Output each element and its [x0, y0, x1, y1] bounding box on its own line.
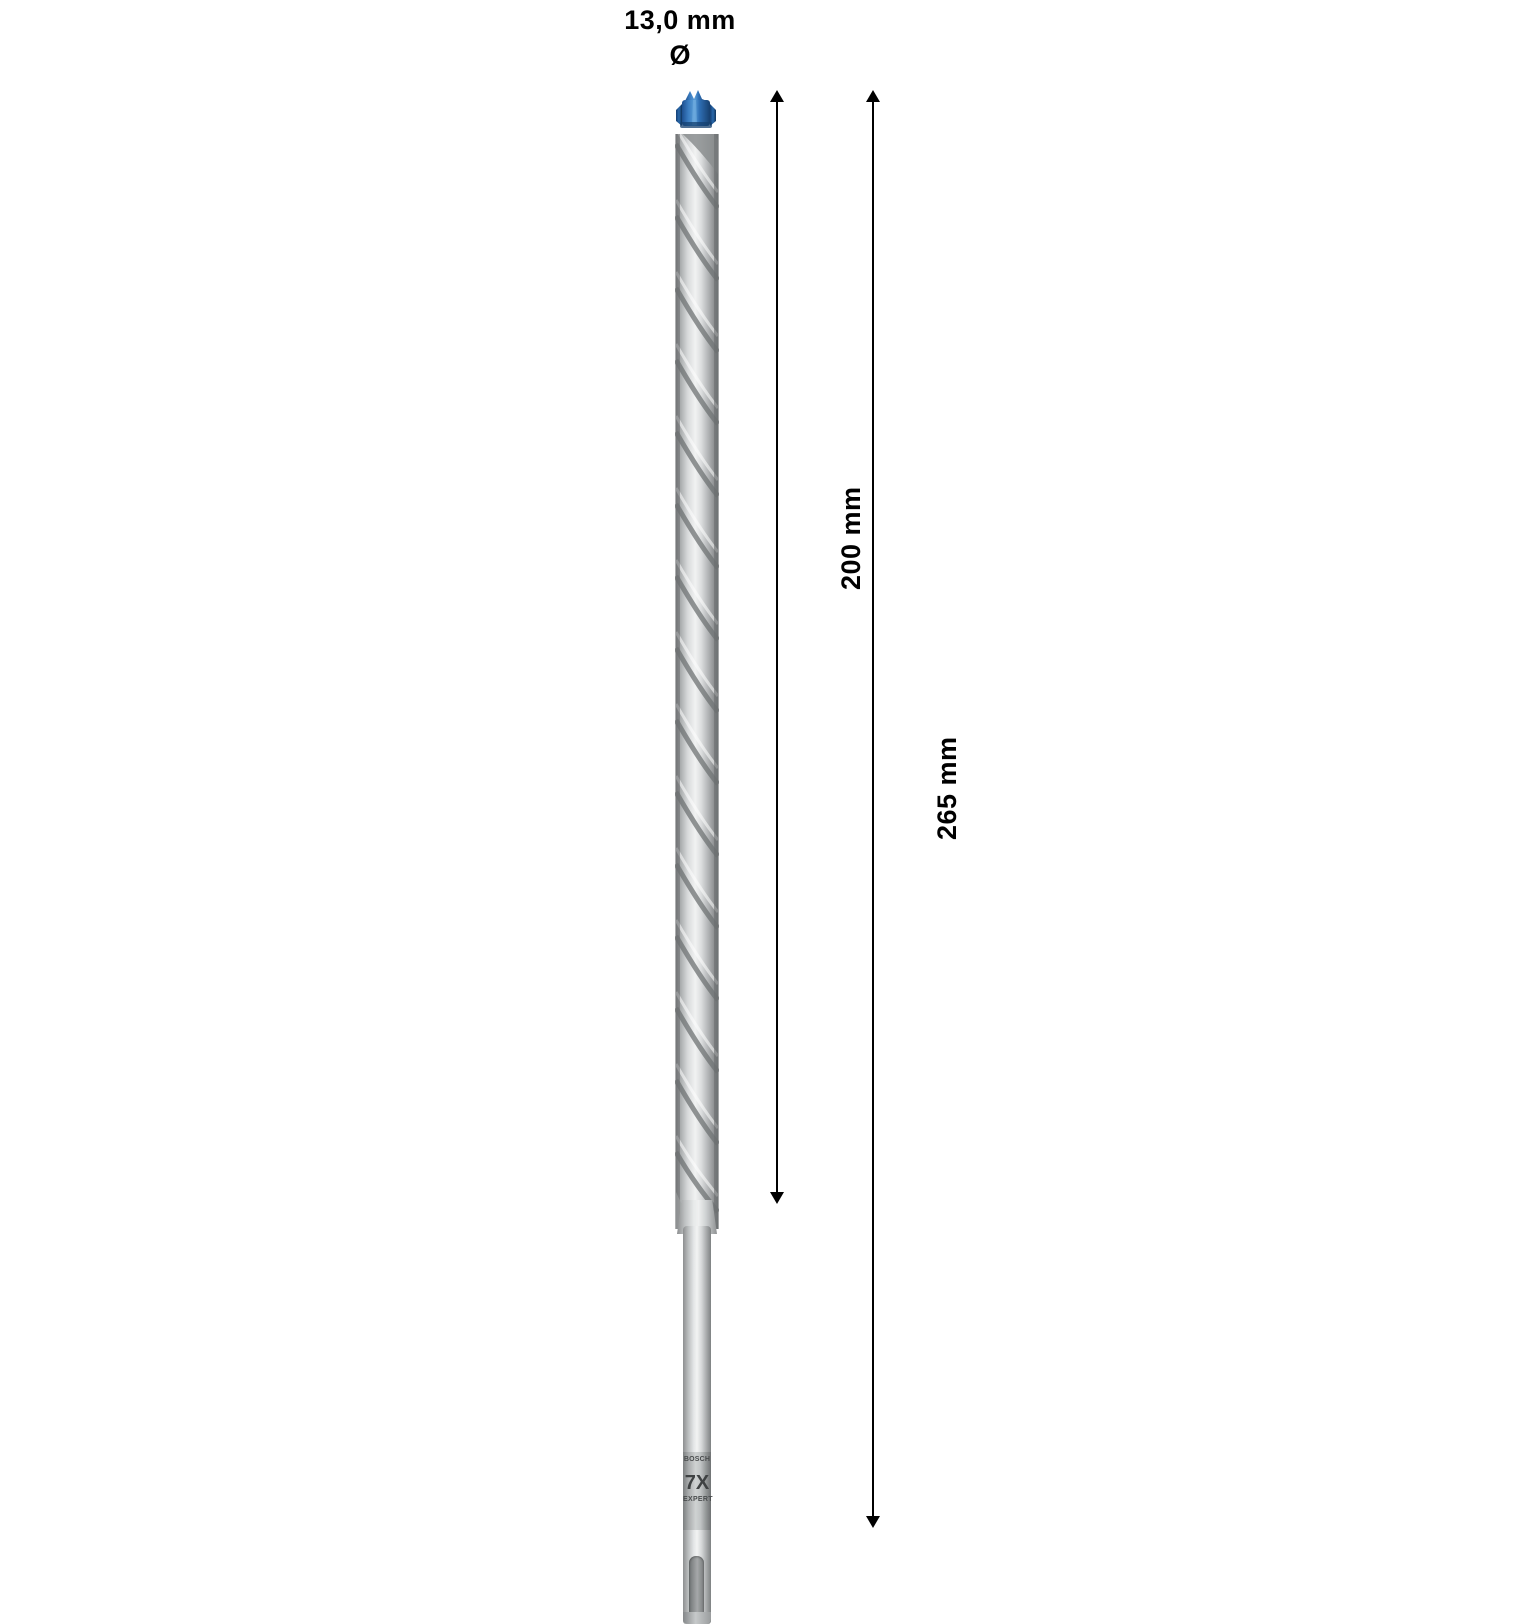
total-length-label: 265 mm [932, 736, 962, 840]
drill-bit-illustration [655, 88, 735, 1536]
sds-plus-shank [683, 1226, 711, 1624]
sds-groove-icon [689, 1556, 704, 1618]
helical-flute-body [675, 134, 719, 1229]
diameter-value-label: 13,0 mm [624, 5, 736, 35]
dimension-line [776, 100, 778, 1194]
arrow-down-icon [866, 1516, 880, 1528]
arrow-down-icon [770, 1192, 784, 1204]
diameter-symbol-icon: Ø [669, 40, 691, 70]
working-length-label: 200 mm [836, 486, 866, 590]
series-label: 7X [684, 1472, 710, 1494]
shank-end [683, 1612, 711, 1624]
bosch-brand-label: BOSCH [683, 1456, 711, 1463]
dimension-line [872, 100, 874, 1518]
carbide-head-icon [671, 88, 721, 136]
tier-label: EXPERT [683, 1496, 713, 1503]
